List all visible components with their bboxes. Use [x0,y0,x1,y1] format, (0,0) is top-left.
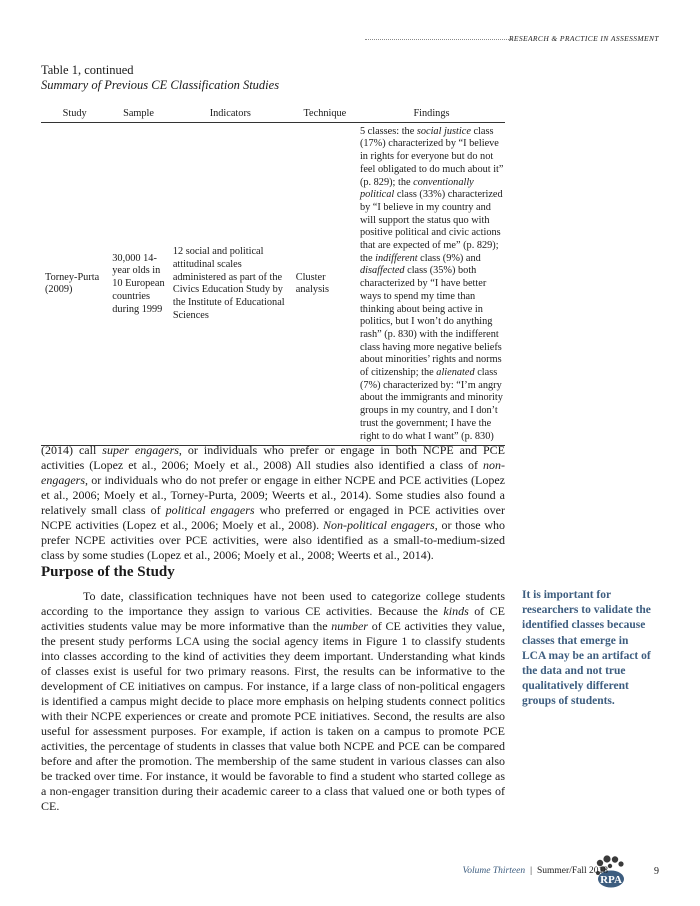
logo-text: RPA [600,874,622,886]
italic-run: social justice [416,125,471,137]
footer-volume: Volume Thirteen [462,866,526,876]
italic-run: conventionally political [359,176,474,201]
running-header: RESEARCH & PRACTICE IN ASSESSMENT [508,34,659,43]
italic-run: non-engagers [41,458,505,487]
column-header-technique: Technique [292,106,358,122]
italic-run: super engagers [102,443,179,457]
cell-technique: Cluster analysis [292,122,358,446]
cell-indicators: 12 social and political attitudinal scales administered as part of the Civics Education Study by the Institute of Educational Sciences [169,122,292,446]
header-dotted-rule [365,39,513,40]
body-paragraph-1: (2014) call super engagers, or individuals who prefer or engage in both NCPE and PCE activities (Lopez et al., 2006; Moely et al., 2008) All studies also identified a class of non-engagers, or individuals who do not prefer or engage in either NCPE and PCE activities (Lopez et al., 2006; Moely et al., Torney-Purta, 2009; Weerts et al., 2014). Some studies also found a relatively small class of political engagers who preferred or engaged in PCE activities over NCPE activities (Lopez et al., 2006; Moely et al., 2008). Non-political engagers, or those who prefer NCPE activities over PCE activities, were also identified as a small-to-medium-sized class by some studies (Lopez et al., 2006; Moely et al., 2008; Weerts et al., 2014). [41,443,505,562]
footer [463,866,608,876]
italic-run: alienated [436,367,475,379]
italic-run: number [331,619,368,633]
cell-study: Torney-Purta (2009) [41,122,108,446]
column-header-study: Study [41,106,108,122]
section-heading: Purpose of the Study [41,564,175,580]
table-subtitle: Summary of Previous CE Classification Studies [41,78,280,92]
italic-run: political engagers [165,503,255,517]
italic-run: disaffected [359,265,405,277]
cell-findings: 5 classes: the social justice class (17%) characterized by “I believe in rights for everyone but do not feel obligated to do much about it” (p. 829); the conventionally political class (33%) characterized by “I believe in my country and will support the status quo with positive political and civic actions that are expected of me” (p. 829); the indifferent class (9%) and disaffected class (35%) both characterized by “I have better ways to spend my time than thinking about being active in politics, but I won’t do anything rash” (p. 830) with the indifferent class having more negative beliefs about minorities’ rights and norms of citizenship; the alienated class (7%) characterized by: “I’m angry about the immigrants and minority groups in my country, and I don’t trust the government; I have the right to do what I want” (p. 830) [358,122,505,446]
italic-run: kinds [443,604,469,618]
body-paragraph-2: To date, classification techniques have not been used to categorize college students according to the importance they assign to various CE activities. Because the kinds of CE activities students value may be more informative than the number of CE activities they value, the present study performs LCA using the social agency items in Figure 1 to classify students into classes according to the kind of activities they deem important. Understanding what kinds of classes exist is useful for two primary reasons. First, the results can be informative to the development of CE initiatives on campus. For instance, if a large class of non-political engagers is identified a campus might decide to place more emphasis on helping students connect politics with their NCPE experiences or create and promote PCE initiatives. Second, the results are also useful for assessment purposes. For example, if action is taken on a campus to promote PCE activities, the percentage of students in classes that value both NCPE and PCE can be compared before and after the promotion. The membership of the same student in various classes can also be tracked over time. For instance, it would be favorable to find a student who started college as a non-engager transition during their academic career to a class that valued one or both types of CE. [41,589,505,813]
table-header-row [41,106,505,122]
column-header-sample: Sample [108,106,169,122]
table-label: Table 1, continued [41,63,134,77]
classification-table [41,106,505,446]
italic-run: Non-political engagers [322,518,435,532]
table-row [41,122,505,446]
column-header-indicators: Indicators [169,106,292,122]
footer-issue: Summer/Fall 2018 [537,866,608,876]
table-caption [41,63,279,93]
italic-run: indifferent [375,252,418,264]
pull-quote: It is important for researchers to validate the identified classes because classes that emerge in LCA may be an artifact of the data and not true qualitatively different groups of students. [522,589,651,708]
footer-separator: | [530,866,532,876]
page-number: 9 [654,866,659,877]
cell-sample: 30,000 14-year olds in 10 European countries during 1999 [108,122,169,446]
column-header-findings: Findings [358,106,505,122]
